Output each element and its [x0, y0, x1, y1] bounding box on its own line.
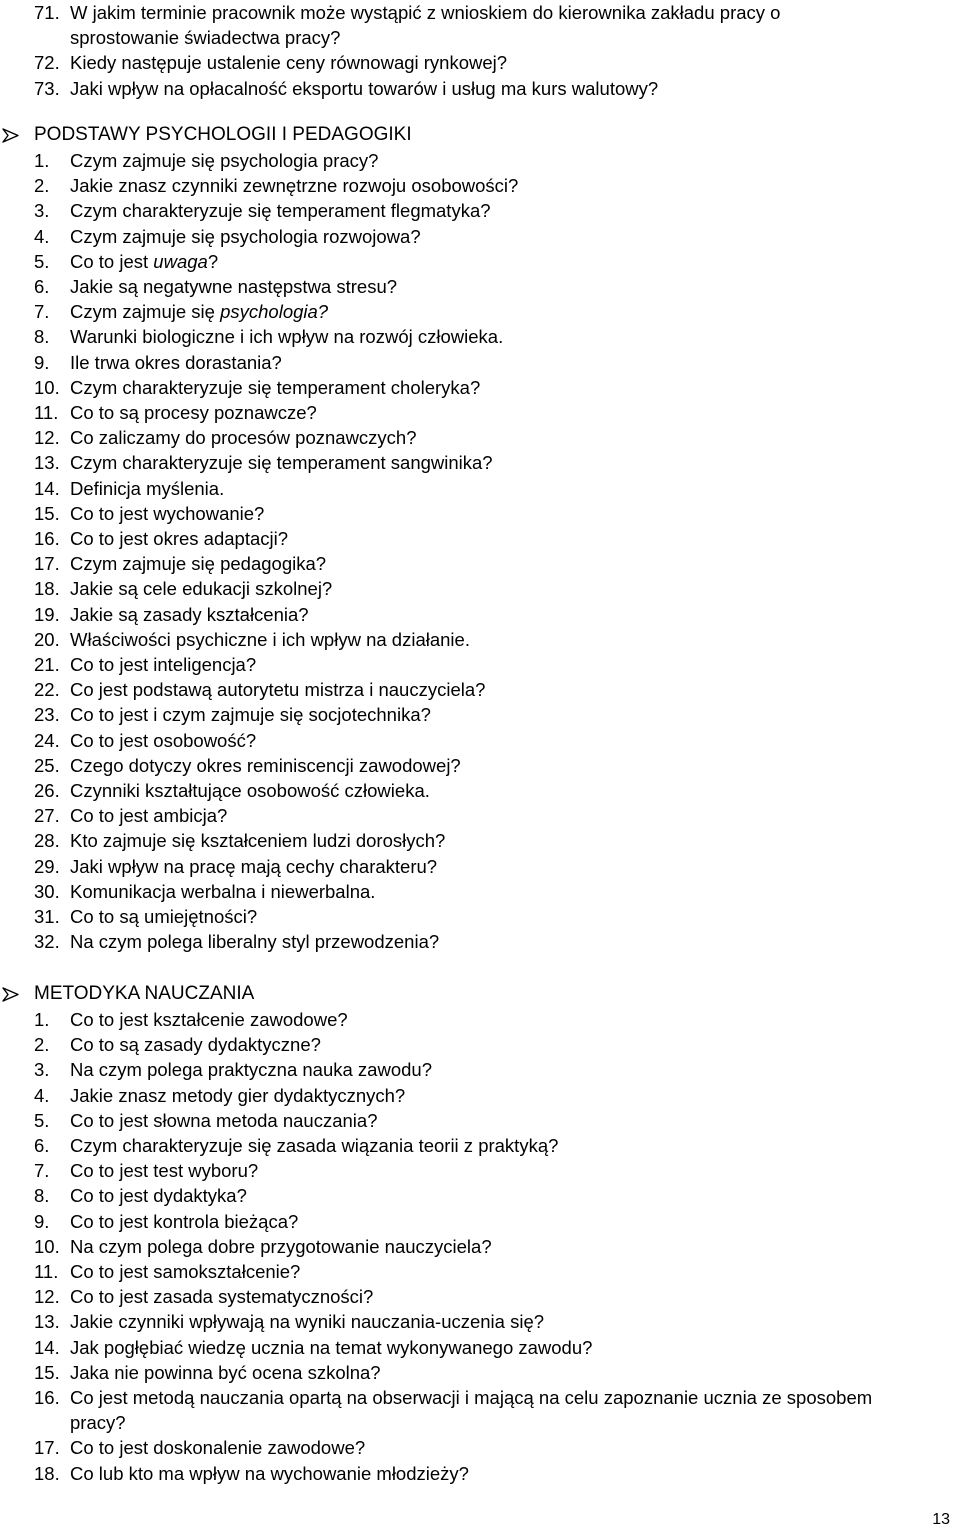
list-item [0, 198, 518, 223]
list-item [0, 1032, 920, 1057]
item-text: Kiedy następuje ustalenie ceny równowagi rynkowej? [70, 52, 508, 74]
item-number: 25. [34, 754, 60, 776]
item-text: Warunki biologiczne i ich wpływ na rozwój człowieka. [70, 326, 504, 348]
item-text-suffix: ? [207, 250, 219, 272]
list-item [0, 1007, 920, 1032]
item-text: Ile trwa okres dorastania? [70, 351, 282, 373]
list-item [0, 76, 890, 101]
item-number: 71. [34, 2, 60, 23]
item-number: 7. [34, 301, 50, 323]
list-item [0, 274, 518, 299]
item-number: 18. [34, 578, 60, 600]
item-number: 11. [34, 402, 59, 424]
list-item [0, 702, 518, 727]
list-item [0, 1234, 920, 1259]
item-number: 9. [34, 351, 50, 373]
list-item [0, 425, 518, 450]
item-text: Co to jest [70, 250, 154, 272]
item-number: 18. [34, 1462, 60, 1484]
item-number: 17. [34, 1437, 60, 1459]
item-number: 21. [34, 654, 60, 676]
item-text: Co to są procesy poznawcze? [70, 402, 317, 424]
list-item [0, 627, 518, 652]
item-number: 30. [34, 880, 60, 902]
item-text: Czym zajmuje się psychologia pracy? [70, 150, 379, 171]
list-item [0, 1461, 920, 1486]
list-item [0, 50, 890, 75]
item-text: Co lub kto ma wpływ na wychowanie młodzieży? [70, 1462, 469, 1484]
item-text: Co to są zasady dydaktyczne? [70, 1034, 321, 1056]
list-item [0, 1057, 920, 1082]
section-heading-teaching-methods [0, 981, 254, 1007]
list-item [0, 148, 518, 173]
item-text: Co jest metodą nauczania opartą na obserwacji i mającą na celu zapoznanie ucznia ze sposobem pracy? [70, 1387, 873, 1434]
arrowhead-bullet-icon [2, 128, 20, 143]
item-number: 14. [34, 1336, 60, 1358]
item-number: 4. [34, 1084, 50, 1106]
item-text: Jakie są cele edukacji szkolnej? [70, 578, 333, 600]
item-text: Co to jest dydaktyka? [70, 1185, 247, 1207]
item-number: 2. [34, 175, 50, 197]
item-number: 3. [34, 200, 50, 222]
section-heading-text: METODYKA NAUCZANIA [34, 983, 255, 1004]
item-number: 19. [34, 603, 60, 625]
list-item [0, 1385, 920, 1435]
item-text-emphasis: psychologia? [220, 301, 329, 323]
item-number: 15. [34, 1361, 60, 1383]
item-text: Jak pogłębiać wiedzę ucznia na temat wykonywanego zawodu? [70, 1336, 593, 1358]
item-text-emphasis: uwaga [153, 250, 208, 272]
item-text: Co to jest okres adaptacji? [70, 528, 289, 550]
item-number: 3. [34, 1059, 50, 1081]
item-text: Czym zajmuje się pedagogika? [70, 553, 327, 575]
list-item [0, 350, 518, 375]
item-number: 29. [34, 855, 60, 877]
item-text: Właściwości psychiczne i ich wpływ na działanie. [70, 628, 470, 650]
item-text: Na czym polega praktyczna nauka zawodu? [70, 1059, 432, 1081]
item-text: Co zaliczamy do procesów poznawczych? [70, 427, 417, 449]
item-number: 16. [34, 1387, 60, 1409]
item-text: Czym charakteryzuje się zasada wiązania teorii z praktyką? [70, 1135, 559, 1157]
item-text: Czym zajmuje się [70, 301, 221, 323]
item-text: Jaka nie powinna być ocena szkolna? [70, 1361, 381, 1383]
item-text: W jakim terminie pracownik może wystąpić z wnioskiem do kierownika zakładu pracy o sprostowanie świadectwa pracy? [70, 2, 781, 49]
item-text: Co to jest test wyboru? [70, 1160, 259, 1182]
item-text: Czym charakteryzuje się temperament choleryka? [70, 376, 481, 398]
list-item [0, 224, 518, 249]
item-number: 2. [34, 1034, 50, 1056]
item-number: 26. [34, 780, 60, 802]
list-item [0, 602, 518, 627]
section-heading-text: PODSTAWY PSYCHOLOGII I PEDAGOGIKI [34, 124, 412, 145]
list-item [0, 1360, 920, 1385]
list-item [0, 753, 518, 778]
list-item [0, 576, 518, 601]
item-number: 15. [34, 502, 60, 524]
list-item [0, 551, 518, 576]
item-text: Jaki wpływ na pracę mają cechy charakteru? [70, 855, 438, 877]
list-item [0, 1083, 920, 1108]
item-number: 28. [34, 830, 60, 852]
item-number: 6. [34, 276, 50, 298]
item-text: Jakie czynniki wpływają na wyniki nauczania-uczenia się? [70, 1311, 545, 1333]
item-text: Co to jest inteligencja? [70, 654, 257, 676]
list-item [0, 728, 518, 753]
section-heading-psychology [0, 122, 412, 148]
item-text: Co to jest kontrola bieżąca? [70, 1210, 299, 1232]
item-number: 9. [34, 1210, 50, 1232]
list-item [0, 1309, 920, 1334]
intro-question-list [0, 0, 890, 101]
list-item [0, 526, 518, 551]
item-text: Co to jest samokształcenie? [70, 1261, 301, 1283]
list-item [0, 677, 518, 702]
item-text: Na czym polega dobre przygotowanie nauczyciela? [70, 1235, 492, 1257]
list-item [0, 324, 518, 349]
list-item [0, 1183, 920, 1208]
list-item [0, 1284, 920, 1309]
item-text: Co to jest wychowanie? [70, 502, 265, 524]
item-text: Jakie są zasady kształcenia? [70, 603, 309, 625]
item-number: 1. [34, 150, 50, 171]
list-item [0, 854, 518, 879]
item-text: Czego dotyczy okres reminiscencji zawodowej? [70, 754, 461, 776]
item-number: 6. [34, 1135, 50, 1157]
item-number: 73. [34, 77, 60, 99]
item-number: 23. [34, 704, 60, 726]
item-text: Jaki wpływ na opłacalność eksportu towarów i usług ma kurs walutowy? [70, 77, 659, 99]
list-item [0, 1335, 920, 1360]
item-number: 20. [34, 628, 60, 650]
item-number: 12. [34, 1286, 60, 1308]
item-text: Jakie są negatywne następstwa stresu? [70, 276, 398, 298]
item-number: 16. [34, 528, 60, 550]
item-text: Co to są umiejętności? [70, 906, 258, 928]
list-item [0, 879, 518, 904]
item-text: Co to jest osobowość? [70, 729, 257, 751]
item-text: Kto zajmuje się kształceniem ludzi dorosłych? [70, 830, 446, 852]
item-number: 17. [34, 553, 60, 575]
item-number: 8. [34, 326, 50, 348]
list-item [0, 400, 518, 425]
item-number: 10. [34, 1235, 60, 1257]
item-text: Czynniki kształtujące osobowość człowieka. [70, 780, 430, 802]
item-number: 72. [34, 52, 60, 74]
item-number: 1. [34, 1009, 50, 1030]
item-number: 8. [34, 1185, 50, 1207]
list-item [0, 299, 518, 324]
list-item [0, 1209, 920, 1234]
list-item [0, 1108, 920, 1133]
item-text: Czym charakteryzuje się temperament flegmatyka? [70, 200, 491, 222]
list-item [0, 1158, 920, 1183]
item-number: 13. [34, 1311, 60, 1333]
item-number: 12. [34, 427, 60, 449]
item-number: 13. [34, 452, 60, 474]
list-item [0, 173, 518, 198]
list-item [0, 778, 518, 803]
list-item [0, 828, 518, 853]
list-item [0, 249, 518, 274]
item-number: 4. [34, 225, 50, 247]
item-text: Na czym polega liberalny styl przewodzenia? [70, 931, 440, 953]
list-item [0, 0, 890, 50]
item-text: Co to jest kształcenie zawodowe? [70, 1009, 348, 1030]
item-number: 31. [34, 906, 60, 928]
item-text: Co to jest zasada systematyczności? [70, 1286, 374, 1308]
item-number: 14. [34, 477, 60, 499]
item-number: 5. [34, 250, 50, 272]
list-item [0, 803, 518, 828]
item-text: Komunikacja werbalna i niewerbalna. [70, 880, 376, 902]
list-item [0, 904, 518, 929]
list-item [0, 929, 518, 954]
arrowhead-bullet-icon [2, 987, 20, 1002]
item-number: 22. [34, 679, 60, 701]
item-text: Czym charakteryzuje się temperament sangwinika? [70, 452, 493, 474]
item-number: 32. [34, 931, 60, 953]
list-item [0, 1133, 920, 1158]
list-item [0, 476, 518, 501]
teaching-methods-question-list [0, 1007, 920, 1486]
list-item [0, 501, 518, 526]
item-number: 27. [34, 805, 60, 827]
item-text: Jakie znasz metody gier dydaktycznych? [70, 1084, 406, 1106]
item-text: Czym zajmuje się psychologia rozwojowa? [70, 225, 421, 247]
item-text: Co to jest doskonalenie zawodowe? [70, 1437, 366, 1459]
item-number: 5. [34, 1109, 50, 1131]
item-text: Co to jest słowna metoda nauczania? [70, 1109, 378, 1131]
list-item [0, 450, 518, 475]
page-number: 13 [932, 1511, 950, 1528]
item-number: 24. [34, 729, 60, 751]
psychology-question-list [0, 148, 518, 955]
list-item [0, 652, 518, 677]
item-number: 10. [34, 376, 60, 398]
item-number: 7. [34, 1160, 50, 1182]
list-item [0, 1259, 920, 1284]
list-item [0, 375, 518, 400]
item-text: Co to jest ambicja? [70, 805, 228, 827]
item-text: Co to jest i czym zajmuje się socjotechnika? [70, 704, 431, 726]
item-number: 11. [34, 1261, 59, 1283]
item-text: Definicja myślenia. [70, 477, 225, 499]
item-text: Co jest podstawą autorytetu mistrza i nauczyciela? [70, 679, 486, 701]
item-text: Jakie znasz czynniki zewnętrzne rozwoju osobowości? [70, 175, 519, 197]
list-item [0, 1435, 920, 1460]
